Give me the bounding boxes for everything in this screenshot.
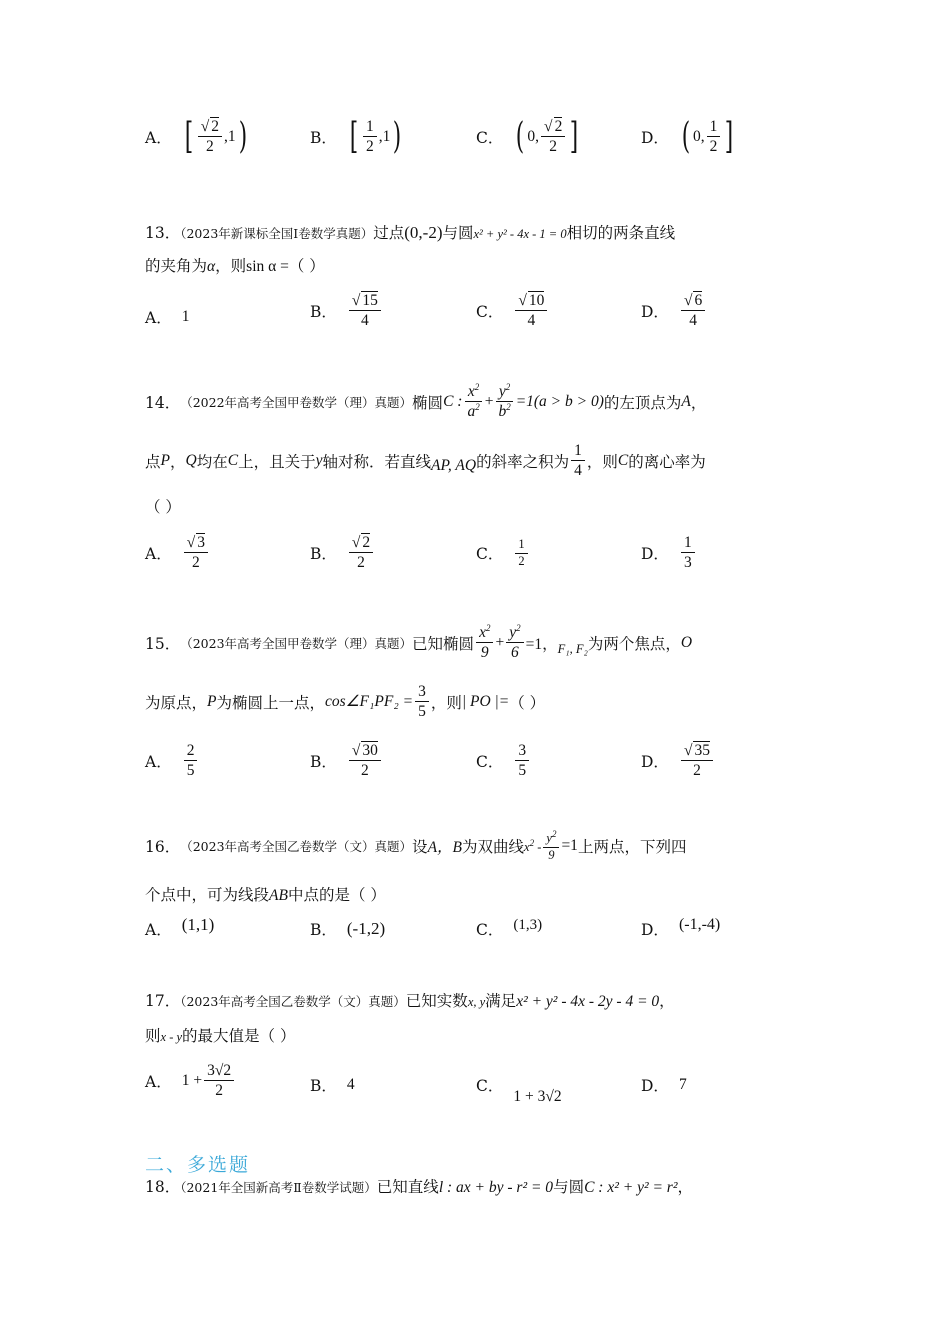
q12-option-c[interactable]: C． ( 0, $\frac{√ 2}{2}$ ] [476, 115, 579, 157]
q17-option-d[interactable]: D． 7 [641, 1076, 687, 1095]
fraction: $\frac{1}{4}$ [571, 442, 585, 479]
q17-option-b[interactable]: B． 4 [310, 1076, 355, 1095]
fraction: $\frac{x^2}{9}$ [476, 624, 493, 661]
q16-option-d[interactable]: D． (-1,-4) [641, 916, 721, 939]
q16-option-b[interactable]: B． (-1,2) [310, 919, 386, 939]
q13-stem-line1: 13．（2023年新课标全国Ⅰ卷数学真题）过点(0,-2)与圆x² + y² - 4x - 1 = 0相切的两条直线 [145, 223, 676, 242]
fraction: $\frac{√ 30}{2}$ [349, 742, 381, 779]
option-label: B． [310, 128, 337, 147]
q17-stem-line2: 则x - y的最大值是（ ） [145, 1027, 296, 1045]
q12-option-b[interactable]: B． [ $\frac{1}{2}$ ,1 ) [310, 115, 402, 157]
fraction: $\frac{√ 15}{4}$ [349, 292, 381, 329]
q14-stem-line2: 点 P ， Q 均在 C 上，且关于 y 轴对称．若直线 AP, AQ 的斜率之积为 $\frac{1}{4}$ ，则 C 的离心率为 [145, 442, 706, 480]
fraction: $\frac{x^2}{a^2}$ [464, 383, 482, 420]
q15-option-d[interactable]: D． $\frac{√ 35}{2}$ [641, 742, 715, 779]
fraction: $\frac{3}{5}$ [515, 742, 529, 779]
q17-option-a[interactable]: A． 1 + $\frac{3√2}{2}$ [145, 1062, 236, 1099]
left-bracket: [ [184, 115, 193, 157]
q16-option-c[interactable]: C． (1,3) [476, 916, 543, 939]
right-bracket: ] [725, 115, 734, 157]
right-paren: ) [393, 115, 402, 157]
fraction: $\frac{√ 3}{2}$ [184, 534, 208, 571]
q13-option-c[interactable]: C． $\frac{√ 10}{4}$ [476, 292, 549, 329]
left-bracket: [ [349, 115, 359, 157]
q16-stem-line2: 个点中，可为线段AB中点的是（ ） [145, 886, 386, 904]
q15-option-c[interactable]: C． $\frac{3}{5}$ [476, 742, 531, 779]
q16-stem-line1: 16． （2023年高考全国乙卷数学（文）真题） 设 A，B 为双曲线 $x^2$ - $\frac{y^2}{9}$ =1 上两点，下列四 [145, 829, 687, 862]
option-label: C． [476, 128, 504, 147]
q17-stem-line1: 17．（2023年高考全国乙卷数学（文）真题）已知实数x, y满足x² + y² - 4x - 2y - 4 = 0， [145, 992, 675, 1010]
fraction: $\frac{3}{5}$ [415, 683, 429, 720]
q14-option-a[interactable]: A． $\frac{√ 3}{2}$ [145, 534, 210, 571]
q14-option-b[interactable]: B． $\frac{√ 2}{2}$ [310, 534, 375, 571]
left-paren: ( [516, 115, 525, 157]
option-label: A． [145, 128, 172, 147]
fraction: $\frac{√ 2}{2}$ [198, 118, 222, 155]
fraction: $\frac{y^2}{6}$ [506, 624, 523, 661]
fraction: $\frac{√ 2}{2}$ [541, 118, 565, 155]
q14-option-c[interactable]: C． $\frac{1}{2}$ [476, 538, 530, 569]
fraction: $\frac{1}{2}$ [363, 118, 377, 155]
q15-option-b[interactable]: B． $\frac{√ 30}{2}$ [310, 742, 383, 779]
option-label: D． [641, 128, 669, 147]
q17-option-c[interactable]: C． 1 + 3√2 [476, 1077, 562, 1105]
right-bracket: ] [570, 115, 579, 157]
q12-option-a[interactable]: A． [ $\frac{√ 2}{2}$ ,1 ) [145, 115, 247, 157]
q14-paren: （ ） [145, 498, 181, 516]
q12-option-d[interactable]: D． ( 0, $\frac{1}{2}$ ] [641, 115, 734, 157]
fraction: $\frac{1}{2}$ [515, 538, 527, 569]
q13-option-d[interactable]: D． $\frac{√ 6}{4}$ [641, 292, 707, 329]
q16-option-a[interactable]: A． (1,1) [145, 915, 215, 939]
q14-option-d[interactable]: D． $\frac{1}{3}$ [641, 534, 697, 571]
section-heading: 二、多选题 [145, 1154, 251, 1176]
q15-stem-line2: 为原点， P 为椭圆上一点， cos∠F₁PF₂ = $\frac{3}{5}$ ，则 | PO |= （ ） [145, 683, 546, 721]
q13-stem-line2: 的夹角为α，则sin α =（ ） [145, 257, 325, 275]
q15-stem-line1: 15． （2023年高考全国甲卷数学（理）真题） 已知椭圆 $\frac{x^2}{9}$ + $\frac{y^2}{6}$ =1， F₁, F₂ 为两个焦点， O [145, 623, 693, 662]
fraction: $\frac{1}{3}$ [681, 534, 695, 571]
fraction: $\frac{y^2}{9}$ [543, 830, 559, 863]
fraction: $\frac{√ 2}{2}$ [349, 534, 373, 571]
fraction: $\frac{1}{2}$ [707, 118, 721, 155]
fraction: $\frac{y^2}{b^2}$ [495, 383, 513, 420]
fraction: $\frac{√ 35}{2}$ [681, 742, 713, 779]
q18-stem-line1: 18．（2021年全国新高考Ⅱ卷数学试题）已知直线l : ax + by - r² = 0与圆C : x² + y² = r²， [145, 1178, 693, 1196]
right-paren: ) [238, 115, 247, 157]
fraction: $\frac{√ 10}{4}$ [515, 292, 547, 329]
left-paren: ( [681, 115, 691, 157]
fraction: $\frac{2}{5}$ [184, 742, 198, 779]
q14-stem-line1: 14． （2022年高考全国甲卷数学（理）真题） 椭圆 C : $\frac{x^2}{a^2}$ + $\frac{y^2}{b^2}$ =1(a > b > 0) 的左顶点为 A ， [145, 382, 707, 421]
q13-option-b[interactable]: B． $\frac{√ 15}{4}$ [310, 292, 383, 329]
fraction: $\frac{3√2}{2}$ [204, 1062, 234, 1099]
fraction: $\frac{√ 6}{4}$ [681, 292, 705, 329]
q13-option-a[interactable]: A． 1 [145, 308, 190, 327]
q15-option-a[interactable]: A． $\frac{2}{5}$ [145, 742, 199, 779]
